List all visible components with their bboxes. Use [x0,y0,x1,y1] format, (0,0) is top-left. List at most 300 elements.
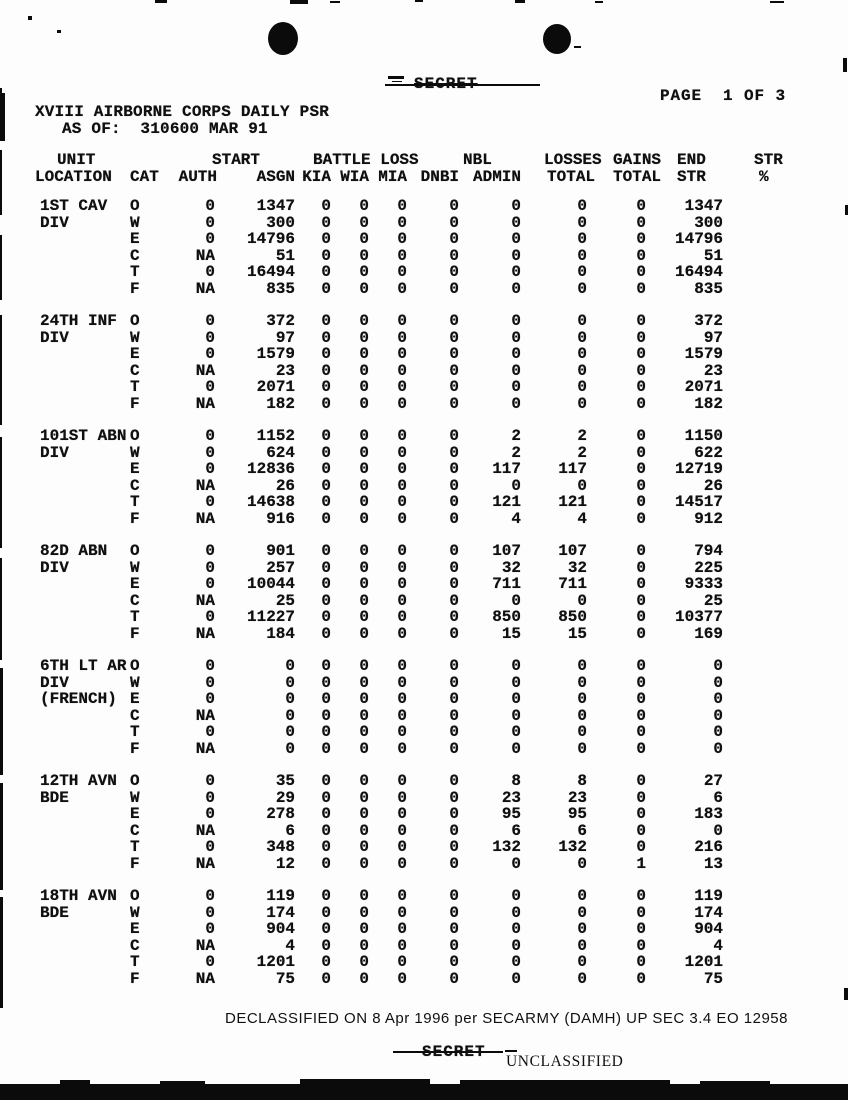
cell-dnbi: 0 [449,213,460,232]
cell-losses-total: 132 [558,838,588,856]
cell-admin: 4 [511,509,522,528]
cell-asgn: 4 [285,936,296,955]
cell-wia: 0 [359,690,370,708]
cell-mia: 0 [397,312,408,330]
cell-admin: 0 [511,476,522,495]
cell-dnbi: 0 [449,608,460,626]
cell-dnbi: 0 [449,378,460,396]
cell-wia: 0 [359,706,370,725]
col-header-spacer [130,152,172,169]
cell-asgn: 26 [275,476,296,495]
cell-gains-total: 0 [636,345,647,363]
cell-losses-total: 0 [577,279,588,298]
block-gap-row [35,297,791,313]
cell-losses-total: 6 [577,821,588,840]
cell-mia: 0 [397,246,408,265]
col-header-auth: AUTH [178,167,217,186]
cell-str-pct [727,724,791,741]
cell-mia: 0 [397,805,408,823]
cell-auth: NA [195,476,215,495]
cell-kia: 0 [321,953,332,971]
cell-kia: 0 [321,723,332,741]
cell-asgn: 0 [285,723,296,741]
cell-str-pct [727,888,791,905]
table-row [35,363,791,380]
cell-losses-total: 0 [577,854,588,873]
cell-admin: 0 [511,903,522,922]
col-header-dnbi: DNBI [420,167,460,186]
cell-cat: F [130,394,140,413]
cell-gains-total: 0 [636,788,647,807]
cell-auth: NA [195,739,215,758]
cell-cat: O [130,542,140,560]
cell-end-str: 119 [694,887,724,905]
cell-dnbi: 0 [449,312,460,330]
table-row [35,576,791,593]
cell-kia: 0 [321,805,332,823]
cell-auth: 0 [205,657,215,675]
cell-cat: O [130,427,140,445]
cell-kia: 0 [321,558,332,577]
cell-str-pct [727,281,791,298]
col-header-gains-total: TOTAL [613,167,662,186]
cell-end-str: 1201 [684,953,724,971]
cell-losses-total: 0 [577,197,588,215]
cell-end-str: 2071 [684,378,724,396]
cell-asgn: 1201 [256,953,296,971]
cell-gains-total: 0 [636,805,647,823]
cell-cat: W [130,213,140,232]
cell-admin: 0 [511,361,522,380]
cell-gains-total: 0 [636,246,647,265]
block-gap-row [35,527,791,543]
cell-wia: 0 [359,509,370,528]
cell-end-str: 16494 [675,263,724,281]
scan-artifact [843,58,847,72]
unit-name-cell: (FRENCH) [40,690,117,708]
cell-cat: T [130,608,140,626]
table-row [35,543,791,560]
cell-end-str: 794 [694,542,724,560]
declassification-statement: DECLASSIFIED ON 8 Apr 1996 per SECARMY (DAMH) UP SEC 3.4 EO 12958 [225,1010,788,1027]
table-row [35,954,791,971]
unit-name-cell [35,379,130,396]
cell-cat: F [130,854,140,873]
scan-artifact-left-strip [0,150,2,215]
cell-auth: NA [195,821,215,840]
cell-losses-total: 117 [558,460,588,478]
cell-auth: NA [195,394,215,413]
cell-str-pct [727,445,791,462]
cell-wia: 0 [359,476,370,495]
cell-auth: 0 [205,197,215,215]
cell-dnbi: 0 [449,361,460,380]
table-row [35,741,791,758]
cell-asgn: 0 [285,706,296,725]
cell-gains-total: 0 [636,723,647,741]
cell-wia: 0 [359,953,370,971]
table-row [35,231,791,248]
cell-auth: 0 [205,953,215,971]
cell-str-pct [727,658,791,675]
cell-gains-total: 0 [636,509,647,528]
cell-str-pct [727,806,791,823]
cell-cat: E [130,460,140,478]
cell-dnbi: 0 [449,591,460,610]
header-row-1 [35,152,791,169]
cell-kia: 0 [321,739,332,758]
cell-asgn: 372 [266,312,296,330]
cell-mia: 0 [397,213,408,232]
cell-gains-total: 0 [636,493,647,511]
cell-dnbi: 0 [449,772,460,790]
scan-artifact [155,0,167,3]
unit-name-cell [35,626,130,643]
cell-mia: 0 [397,443,408,462]
psr-table-body [35,198,791,987]
cell-end-str: 904 [694,920,724,938]
cell-cat: F [130,624,140,643]
cell-end-str: 25 [703,591,724,610]
cell-end-str: 27 [703,772,724,790]
cell-cat: C [130,706,140,725]
cell-dnbi: 0 [449,230,460,248]
cell-gains-total: 0 [636,673,647,692]
cell-wia: 0 [359,328,370,347]
header-row-2 [35,169,791,186]
cell-mia: 0 [397,279,408,298]
cell-auth: 0 [205,542,215,560]
cell-mia: 0 [397,624,408,643]
cell-str-pct [727,773,791,790]
cell-asgn: 23 [275,361,296,380]
unit-name-cell [35,461,130,478]
cell-kia: 0 [321,821,332,840]
cell-gains-total: 0 [636,608,647,626]
cell-admin: 0 [511,953,522,971]
col-header-end-str: STR [677,167,706,186]
unit-name-cell: DIV [40,443,69,462]
scan-artifact [574,46,581,48]
cell-kia: 0 [321,345,332,363]
cell-losses-total: 0 [577,887,588,905]
cell-end-str: 300 [694,213,724,232]
cell-wia: 0 [359,197,370,215]
cell-str-pct [727,215,791,232]
cell-kia: 0 [321,279,332,298]
cell-wia: 0 [359,903,370,922]
block-gap-row [35,872,791,888]
cell-cat: C [130,361,140,380]
cell-gains-total: 1 [636,854,647,873]
cell-losses-total: 711 [558,575,588,593]
cell-end-str: 372 [694,312,724,330]
cell-wia: 0 [359,443,370,462]
cell-losses-total: 0 [577,312,588,330]
cell-gains-total: 0 [636,624,647,643]
col-header-str-pct: % [759,167,769,186]
cell-kia: 0 [321,394,332,413]
cell-kia: 0 [321,263,332,281]
cell-cat: O [130,657,140,675]
cell-end-str: 14796 [675,230,724,248]
cell-dnbi: 0 [449,969,460,988]
cell-admin: 0 [511,887,522,905]
cell-end-str: 182 [694,394,724,413]
scan-artifact-left-strip [0,315,2,425]
cell-admin: 95 [501,805,522,823]
cell-dnbi: 0 [449,345,460,363]
cell-mia: 0 [397,542,408,560]
cell-losses-total: 0 [577,953,588,971]
cell-kia: 0 [321,591,332,610]
cell-dnbi: 0 [449,657,460,675]
cell-mia: 0 [397,427,408,445]
cell-gains-total: 0 [636,476,647,495]
secret-strikethrough-line [388,76,404,79]
cell-kia: 0 [321,361,332,380]
cell-str-pct [727,626,791,643]
cell-wia: 0 [359,230,370,248]
cell-gains-total: 0 [636,969,647,988]
unit-name-cell [35,741,130,758]
col-header-admin: ADMIN [473,167,522,186]
cell-str-pct [727,478,791,495]
cell-auth: 0 [205,887,215,905]
cell-dnbi: 0 [449,953,460,971]
cell-admin: 850 [492,608,522,626]
cell-end-str: 6 [713,788,724,807]
cell-mia: 0 [397,936,408,955]
unit-name-cell [35,609,130,626]
header-gap-row [35,185,791,198]
cell-admin: 32 [501,558,522,577]
cell-end-str: 835 [694,279,724,298]
cell-kia: 0 [321,575,332,593]
cell-admin: 107 [492,542,522,560]
cell-losses-total: 95 [567,805,588,823]
cell-admin: 23 [501,788,522,807]
col-header-wia: WIA [340,167,370,186]
cell-cat: E [130,920,140,938]
cell-losses-total: 0 [577,739,588,758]
cell-cat: C [130,476,140,495]
cell-kia: 0 [321,328,332,347]
unit-name-cell: BDE [40,903,69,922]
cell-str-pct [727,428,791,445]
cell-asgn: 257 [266,558,296,577]
cell-dnbi: 0 [449,509,460,528]
cell-admin: 0 [511,246,522,265]
cell-kia: 0 [321,854,332,873]
cell-asgn: 0 [285,657,296,675]
cell-mia: 0 [397,328,408,347]
cell-auth: 0 [205,575,215,593]
cell-asgn: 12836 [247,460,296,478]
cell-mia: 0 [397,476,408,495]
table-row [35,790,791,807]
cell-wia: 0 [359,378,370,396]
cell-mia: 0 [397,575,408,593]
secret-strikethrough-line [392,81,402,82]
cell-kia: 0 [321,213,332,232]
cell-mia: 0 [397,394,408,413]
cell-str-pct [727,691,791,708]
cell-auth: 0 [205,328,215,347]
cell-admin: 0 [511,328,522,347]
as-of-date-line: AS OF: 310600 MAR 91 [62,120,268,138]
cell-kia: 0 [321,493,332,511]
cell-mia: 0 [397,920,408,938]
cell-admin: 0 [511,345,522,363]
cell-auth: NA [195,969,215,988]
table-row [35,708,791,725]
cell-mia: 0 [397,953,408,971]
cell-asgn: 174 [266,903,296,922]
cell-wia: 0 [359,312,370,330]
cell-mia: 0 [397,493,408,511]
cell-losses-total: 0 [577,936,588,955]
cell-mia: 0 [397,509,408,528]
cell-str-pct [727,905,791,922]
cell-admin: 0 [511,230,522,248]
cell-str-pct [727,741,791,758]
cell-dnbi: 0 [449,328,460,347]
cell-auth: NA [195,854,215,873]
cell-auth: 0 [205,903,215,922]
cell-mia: 0 [397,608,408,626]
scan-artifact [515,0,525,3]
cell-mia: 0 [397,903,408,922]
cell-admin: 0 [511,378,522,396]
unit-name-cell [35,231,130,248]
cell-gains-total: 0 [636,690,647,708]
cell-auth: 0 [205,920,215,938]
cell-mia: 0 [397,197,408,215]
cell-losses-total: 0 [577,378,588,396]
cell-str-pct [727,379,791,396]
scan-artifact-left-strip [0,235,2,300]
cell-kia: 0 [321,427,332,445]
cell-asgn: 278 [266,805,296,823]
unit-name-cell [35,839,130,856]
cell-mia: 0 [397,460,408,478]
table-row [35,478,791,495]
scan-artifact [290,0,308,4]
cell-losses-total: 8 [577,772,588,790]
unclassified-marking: UNCLASSIFIED [506,1053,624,1070]
cell-dnbi: 0 [449,903,460,922]
cell-gains-total: 0 [636,903,647,922]
cell-end-str: 4 [713,936,724,955]
cell-asgn: 0 [285,673,296,692]
table-row [35,658,791,675]
cell-gains-total: 0 [636,394,647,413]
unit-name-cell [35,281,130,298]
cell-cat: E [130,575,140,593]
cell-gains-total: 0 [636,657,647,675]
cell-end-str: 216 [694,838,724,856]
cell-kia: 0 [321,887,332,905]
cell-losses-total: 0 [577,361,588,380]
cell-cat: T [130,378,140,396]
cell-kia: 0 [321,542,332,560]
cell-dnbi: 0 [449,624,460,643]
cell-cat: O [130,312,140,330]
cell-dnbi: 0 [449,854,460,873]
cell-losses-total: 0 [577,969,588,988]
cell-end-str: 0 [713,723,724,741]
cell-dnbi: 0 [449,788,460,807]
table-row [35,281,791,298]
cell-cat: E [130,805,140,823]
cell-cat: E [130,345,140,363]
col-header-gains: GAINS [613,151,662,169]
unit-name-cell: 24TH INF [40,312,117,330]
unit-name-cell: DIV [40,673,69,692]
cell-cat: W [130,443,140,462]
cell-admin: 0 [511,394,522,413]
cell-asgn: 14796 [247,230,296,248]
scan-artifact [28,16,32,20]
cell-admin: 8 [511,772,522,790]
cell-mia: 0 [397,690,408,708]
cell-dnbi: 0 [449,805,460,823]
cell-dnbi: 0 [449,558,460,577]
cell-str-pct [727,609,791,626]
cell-str-pct [727,264,791,281]
cell-str-pct [727,675,791,692]
cell-auth: NA [195,624,215,643]
unit-name-cell [35,363,130,380]
cell-str-pct [727,494,791,511]
cell-end-str: 13 [703,854,724,873]
cell-kia: 0 [321,936,332,955]
cell-dnbi: 0 [449,821,460,840]
unit-name-cell [35,494,130,511]
scan-artifact-left-strip [0,93,5,141]
cell-admin: 0 [511,723,522,741]
cell-gains-total: 0 [636,230,647,248]
cell-str-pct [727,576,791,593]
cell-gains-total: 0 [636,920,647,938]
cell-admin: 0 [511,312,522,330]
unit-name-cell [35,264,130,281]
cell-kia: 0 [321,772,332,790]
cell-wia: 0 [359,624,370,643]
table-row [35,248,791,265]
cell-end-str: 169 [694,624,724,643]
cell-wia: 0 [359,969,370,988]
cell-wia: 0 [359,591,370,610]
cell-losses-total: 0 [577,263,588,281]
document-title: XVIII AIRBORNE CORPS DAILY PSR [35,103,330,121]
cell-asgn: 35 [275,772,296,790]
cell-auth: 0 [205,378,215,396]
cell-gains-total: 0 [636,427,647,445]
cell-mia: 0 [397,657,408,675]
cell-kia: 0 [321,690,332,708]
table-row [35,593,791,610]
cell-admin: 0 [511,706,522,725]
cell-auth: 0 [205,427,215,445]
cell-dnbi: 0 [449,460,460,478]
cell-losses-total: 0 [577,230,588,248]
cell-admin: 0 [511,969,522,988]
cell-asgn: 16494 [247,263,296,281]
table-row [35,626,791,643]
unit-name-cell: DIV [40,213,69,232]
